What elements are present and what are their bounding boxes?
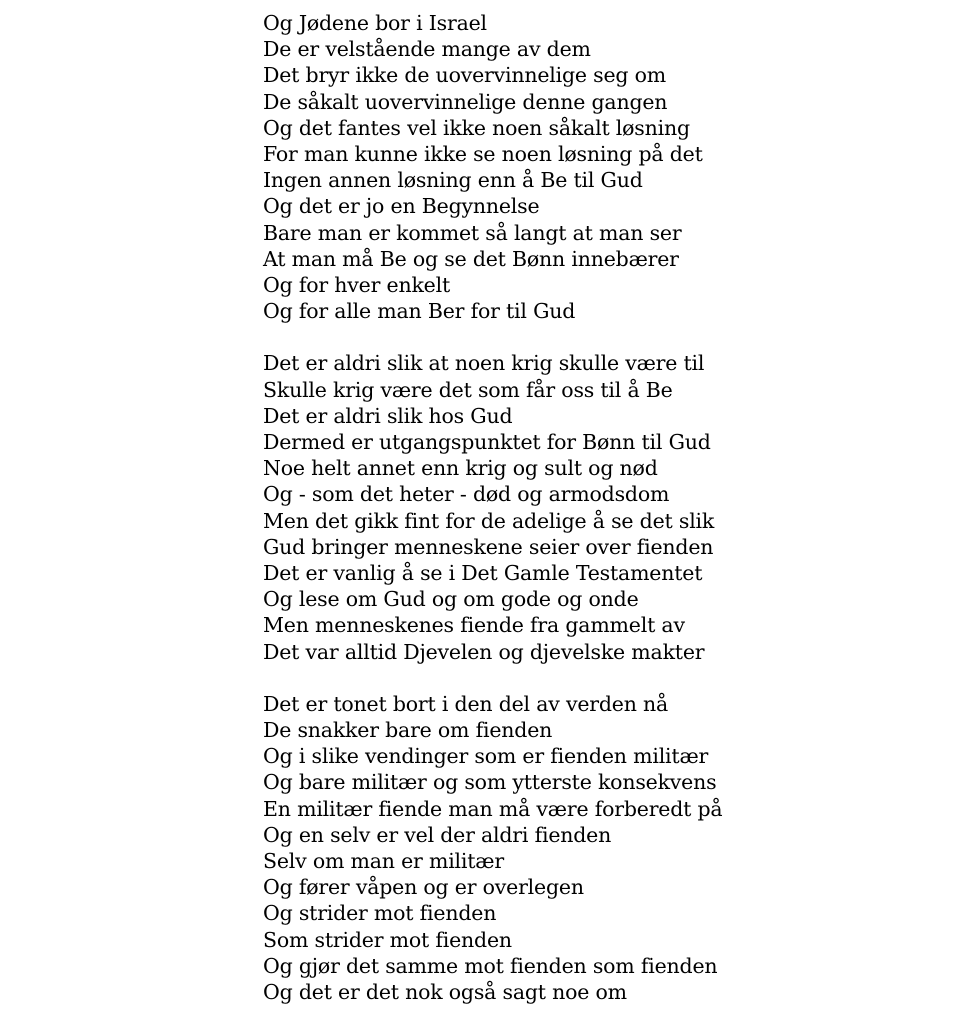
poem-line: En militær fiende man må være forberedt på bbox=[263, 796, 723, 821]
poem-line: Det er vanlig å se i Det Gamle Testamentet bbox=[263, 560, 703, 585]
poem-line: Det bryr ikke de uovervinnelige seg om bbox=[263, 63, 667, 88]
poem-line: Det er aldri slik at noen krig skulle være til bbox=[263, 351, 705, 376]
poem-line: At man må Be og se det Bønn innebærer bbox=[263, 246, 679, 271]
stanza-2 bbox=[263, 350, 943, 664]
poem-line: Og det er jo en Begynnelse bbox=[263, 194, 540, 219]
poem-line: Og for hver enkelt bbox=[263, 272, 451, 297]
poem-line: Og det fantes vel ikke noen såkalt løsning bbox=[263, 115, 690, 140]
poem-line: Og i slike vendinger som er fienden militær bbox=[263, 744, 709, 769]
stanza-3 bbox=[263, 691, 943, 1005]
poem-line: Og lese om Gud og om gode og onde bbox=[263, 587, 639, 612]
poem-line: Og strider mot fienden bbox=[263, 901, 497, 926]
poem-line: Det er aldri slik hos Gud bbox=[263, 403, 513, 428]
poem-line: Og - som det heter - død og armodsdom bbox=[263, 482, 670, 507]
poem-line: Noe helt annet enn krig og sult og nød bbox=[263, 456, 658, 481]
poem-line: Bare man er kommet så langt at man ser bbox=[263, 220, 682, 245]
poem-line: Som strider mot fienden bbox=[263, 927, 512, 952]
poem-line: For man kunne ikke se noen løsning på det bbox=[263, 141, 703, 166]
poem-line: De såkalt uovervinnelige denne gangen bbox=[263, 89, 668, 114]
poem-line: Og en selv er vel der aldri fienden bbox=[263, 822, 612, 847]
poem-line: De er velstående mange av dem bbox=[263, 37, 591, 62]
poem-line: Det var alltid Djevelen og djevelske makter bbox=[263, 639, 705, 664]
poem-line: Men menneskenes fiende fra gammelt av bbox=[263, 613, 685, 638]
poem-text bbox=[263, 10, 943, 1005]
poem-line: Og gjør det samme mot fienden som fienden bbox=[263, 953, 718, 978]
poem-line: Og bare militær og som ytterste konsekvens bbox=[263, 770, 717, 795]
poem-line: Og for alle man Ber for til Gud bbox=[263, 299, 576, 324]
poem-line: Og det er det nok også sagt noe om bbox=[263, 979, 627, 1004]
poem-line: Og fører våpen og er overlegen bbox=[263, 875, 584, 900]
poem-line: Ingen annen løsning enn å Be til Gud bbox=[263, 168, 643, 193]
poem-line: Men det gikk fint for de adelige å se det slik bbox=[263, 508, 715, 533]
poem-line: Selv om man er militær bbox=[263, 849, 504, 873]
poem-line: Gud bringer menneskene seier over fienden bbox=[263, 534, 714, 559]
poem-line: Dermed er utgangspunktet for Bønn til Gud bbox=[263, 430, 711, 454]
stanza-1 bbox=[263, 10, 943, 324]
poem-line: Og Jødene bor i Israel bbox=[263, 11, 487, 35]
poem-line: Det er tonet bort i den del av verden nå bbox=[263, 691, 669, 716]
poem-line: Skulle krig være det som får oss til å Be bbox=[263, 377, 673, 402]
poem-line: De snakker bare om fienden bbox=[263, 718, 553, 743]
